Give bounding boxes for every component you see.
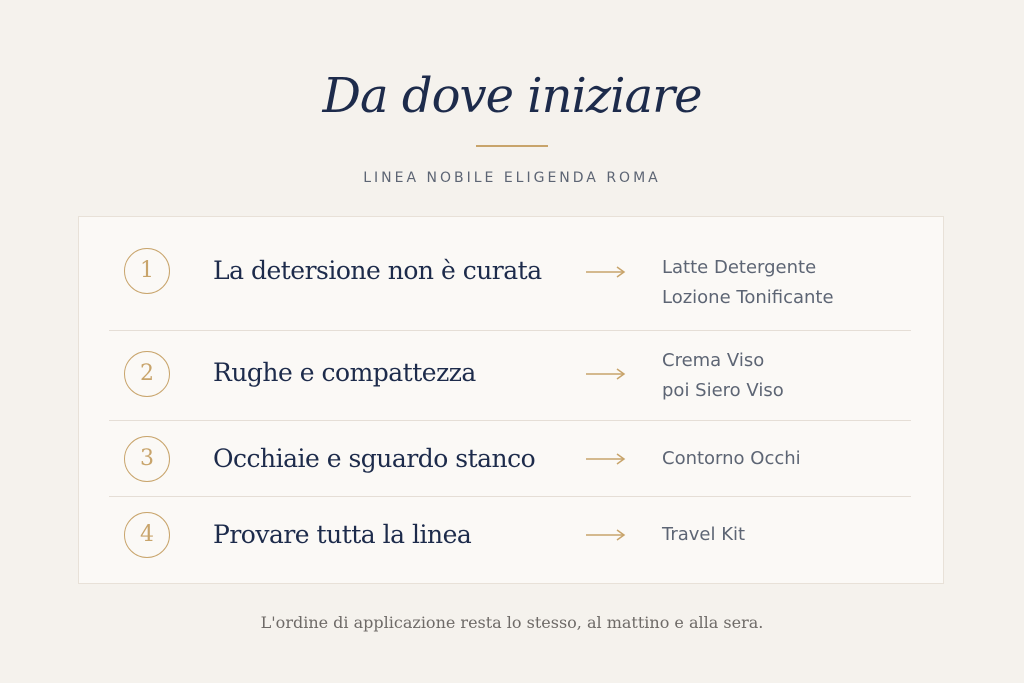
recommended-products xyxy=(662,253,912,313)
arrow-right-icon xyxy=(586,529,626,541)
arrow-right-icon xyxy=(586,266,626,278)
steps-panel xyxy=(78,216,944,584)
step-number-badge: 1 xyxy=(124,248,170,294)
arrow-right-icon xyxy=(586,453,626,465)
step-row xyxy=(79,421,943,497)
step-number-badge: 4 xyxy=(124,512,170,558)
product-name: Crema Viso xyxy=(662,350,765,371)
product-name: Travel Kit xyxy=(662,524,746,545)
step-title: Rughe e compattezza xyxy=(213,358,476,387)
recommended-products xyxy=(662,520,912,550)
recommended-products xyxy=(662,444,912,474)
step-number-badge: 2 xyxy=(124,351,170,397)
recommended-products xyxy=(662,346,912,406)
step-number-badge: 3 xyxy=(124,436,170,482)
page-title: Da dove iniziare xyxy=(322,68,702,124)
step-title: Provare tutta la linea xyxy=(213,520,472,549)
arrow-right-icon xyxy=(586,368,626,380)
step-title: La detersione non è curata xyxy=(213,256,542,285)
product-name: poi Siero Viso xyxy=(662,380,784,401)
product-name: Contorno Occhi xyxy=(662,448,801,469)
step-row xyxy=(79,217,943,331)
title-divider xyxy=(476,145,548,147)
brand-subtitle: LINEA NOBILE ELIGENDA ROMA xyxy=(363,170,661,186)
footer-note: L'ordine di applicazione resta lo stesso, al mattino e alla sera. xyxy=(260,613,764,632)
step-row xyxy=(79,497,943,583)
product-name: Latte Detergente xyxy=(662,257,817,278)
product-name: Lozione Tonificante xyxy=(662,287,834,308)
step-row xyxy=(79,331,943,421)
step-title: Occhiaie e sguardo stanco xyxy=(213,444,536,473)
